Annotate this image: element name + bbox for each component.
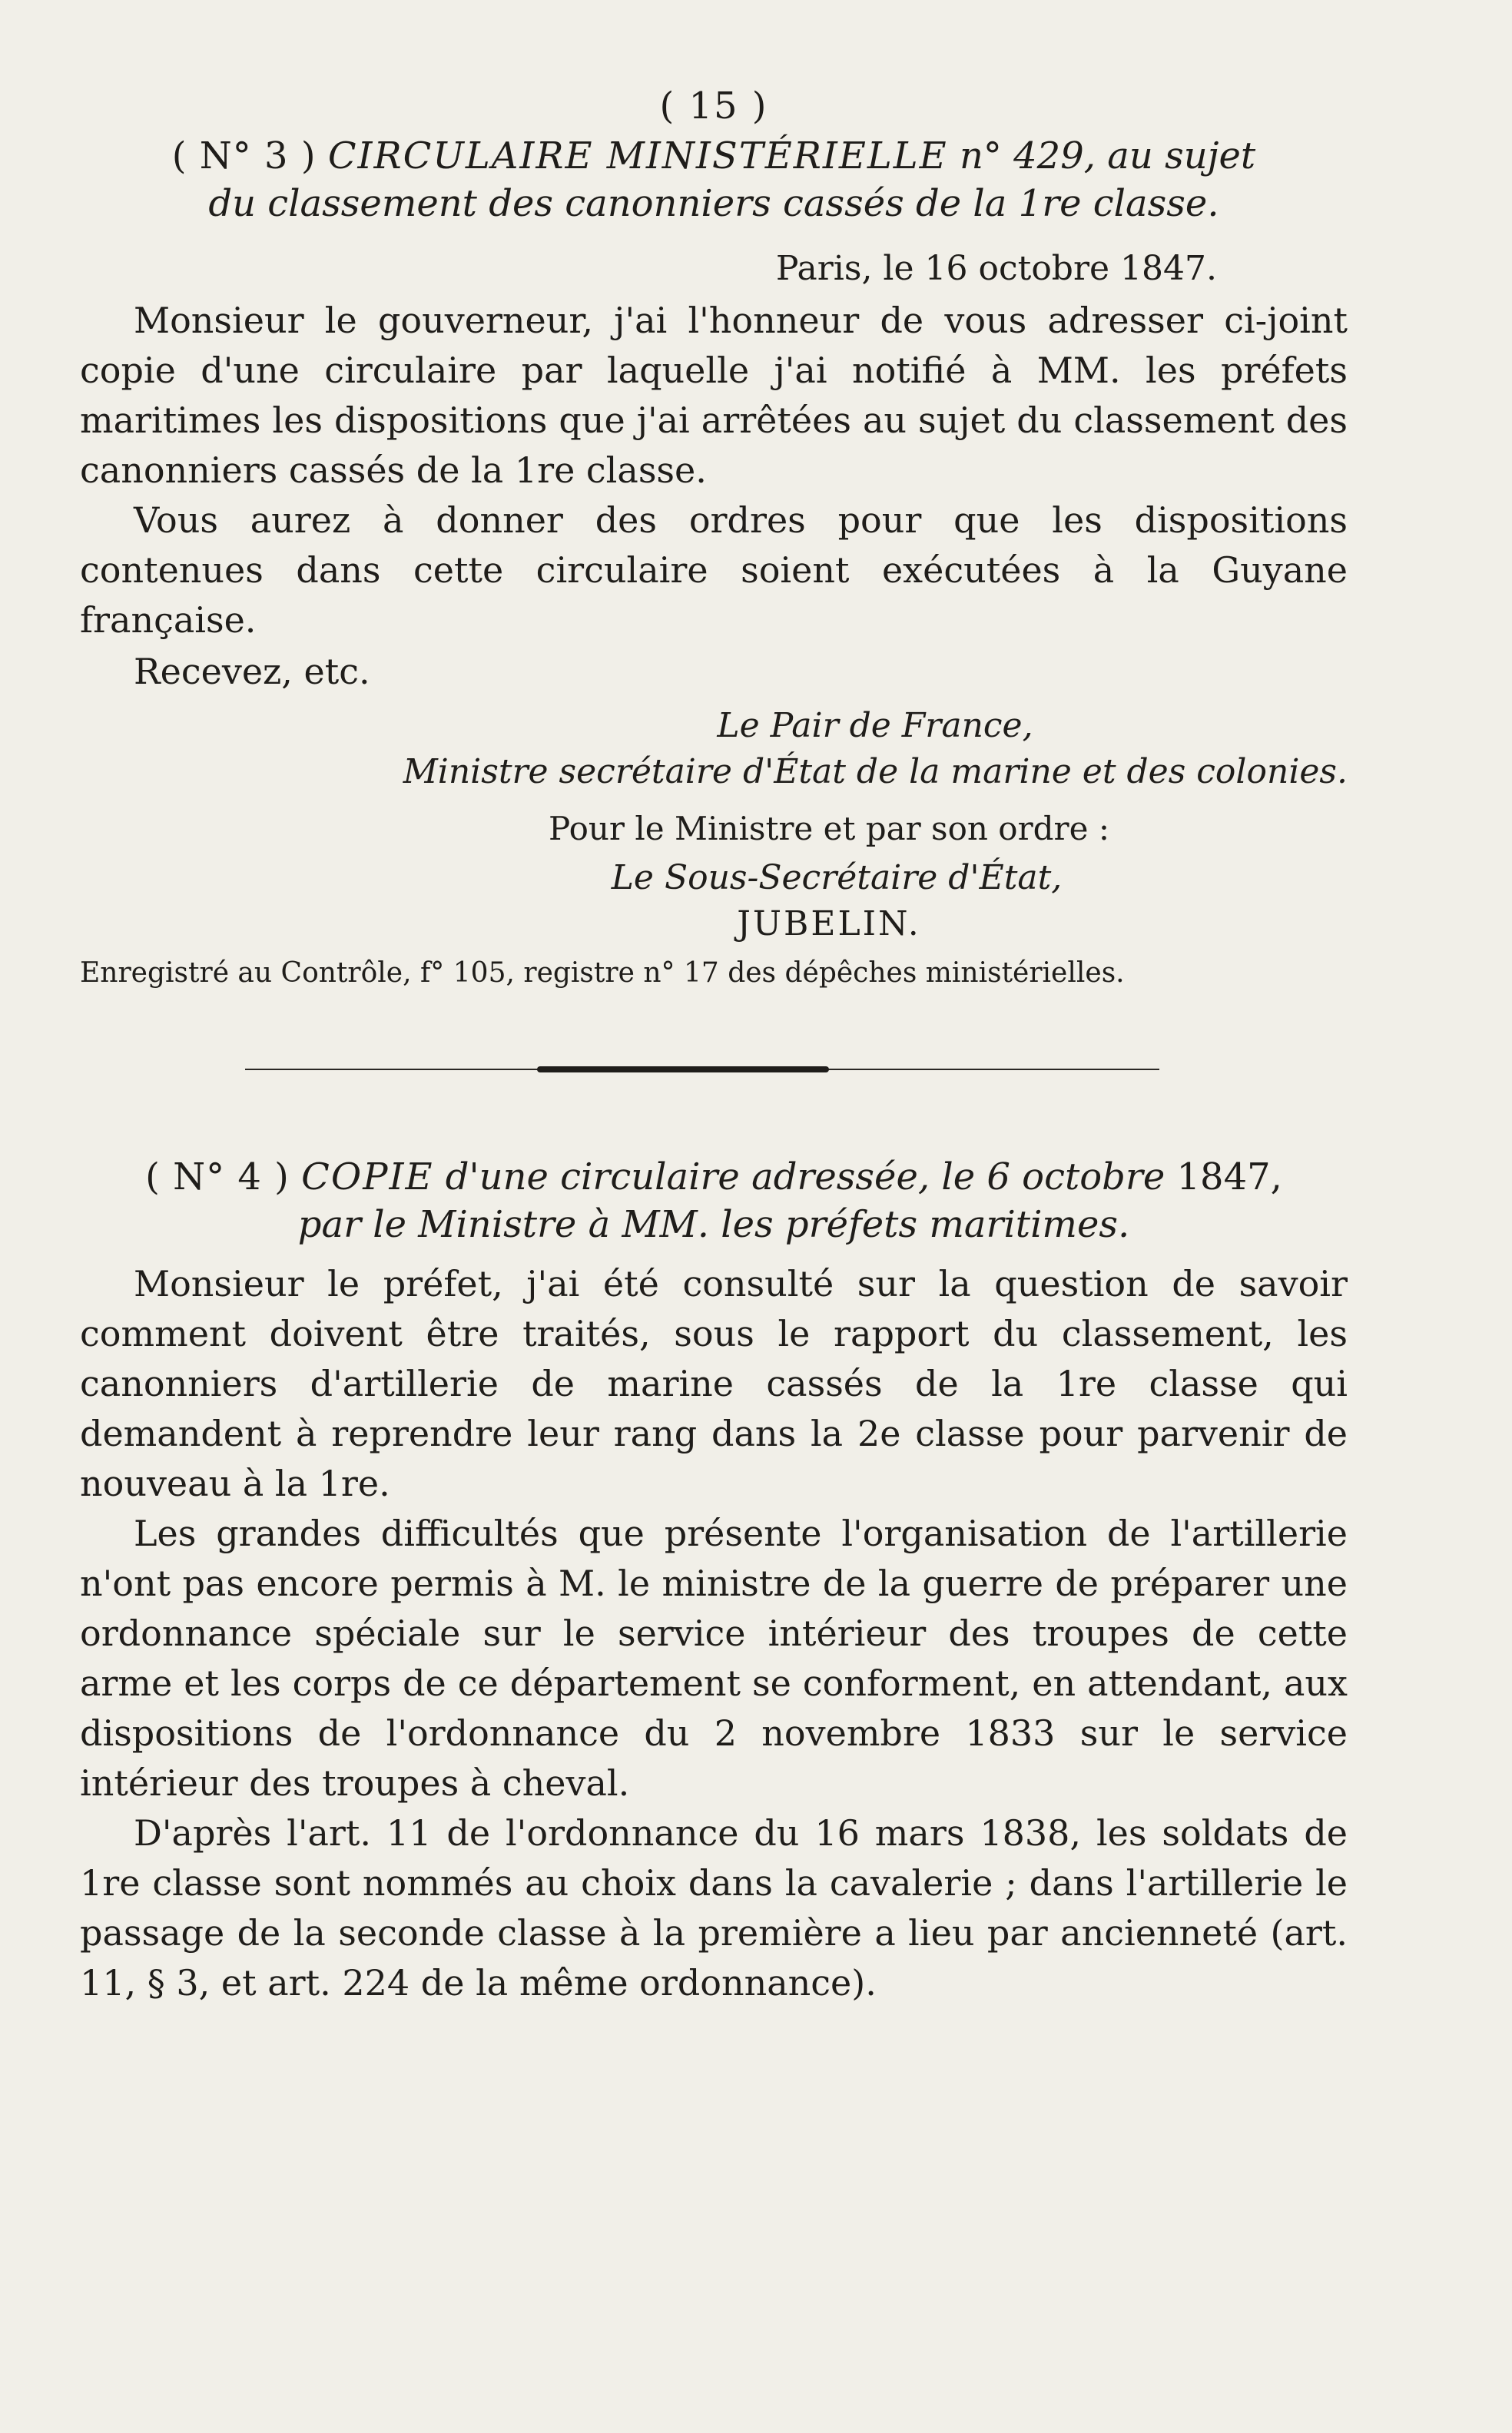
section-1-title-line2: du classement des canonniers cassés de la 1re classe.	[208, 182, 1219, 225]
divider-ornament	[537, 1066, 829, 1072]
section-2-title-rest: d'une circulaire adressée, le 6 octobre	[445, 1155, 1166, 1198]
section-1-paragraph: Monsieur le gouverneur, j'ai l'honneur de vous adresser ci-joint copie d'une circulaire par laquelle j'ai notifié à MM. les préfets maritimes les dispositions que j'ai arrêtées au sujet du classement des canonniers cassés de la 1re classe.	[80, 300, 1348, 491]
section-2-title-year: 1847,	[1176, 1155, 1282, 1198]
section-1-title-rest: au sujet	[1107, 134, 1256, 177]
section-1-paragraph: Vous aurez à donner des ordres pour que les dispositions contenues dans cette circulaire soient exécutées à la Guyane française.	[80, 499, 1348, 641]
section-2-paragraph: Les grandes difficultés que présente l'organisation de l'artillerie n'ont pas encore permis à M. le ministre de la guerre de préparer une ordonnance spéciale sur le service intérieur des troupes de cette arme et les corps de ce département se conforment, en attendant, aux dispositions de l'ordonnance du 2 novembre 1833 sur le service intérieur des troupes à cheval.	[80, 1513, 1348, 1804]
section-2-heading	[80, 1153, 1348, 1201]
section-2-paragraph: D'après l'art. 11 de l'ordonnance du 16 mars 1838, les soldats de 1re classe sont nommés au choix dans la cavalerie ; dans l'artillerie le passage de la seconde classe à la première a lieu par ancienneté (art. 11, § 3, et art. 224 de la même ordonnance).	[80, 1812, 1348, 2004]
page-number: ( 15 )	[659, 85, 768, 128]
section-1-heading	[80, 132, 1348, 180]
section-2-number: ( N° 4 )	[145, 1155, 290, 1198]
dateline: Paris, le 16 octobre 1847.	[775, 249, 1217, 288]
signature-subsecretary: Le Sous-Secrétaire d'État,	[611, 858, 1063, 897]
section-1-title-number: n° 429,	[959, 134, 1096, 177]
closing-formula: Recevez, etc.	[134, 651, 370, 692]
signature-title-2: Ministre secrétaire d'État de la marine et des colonies.	[403, 752, 1348, 791]
signature-name: JUBELIN.	[737, 904, 921, 943]
document-page	[80, 85, 1348, 2008]
section-2-title-line2: par le Ministre à MM. les préfets maritimes.	[297, 1203, 1130, 1246]
section-2-title-caps: COPIE	[301, 1155, 434, 1198]
signature-title-1: Le Pair de France,	[717, 706, 1033, 745]
signature-order: Pour le Ministre et par son ordre :	[549, 810, 1109, 847]
section-1-number: ( N° 3 )	[171, 134, 317, 177]
registry-note: Enregistré au Contrôle, f° 105, registre n° 17 des dépêches ministérielles.	[80, 957, 1125, 989]
section-1-title-caps: CIRCULAIRE MINISTÉRIELLE	[327, 134, 948, 177]
section-2-paragraph: Monsieur le préfet, j'ai été consulté sur la question de savoir comment doivent être traités, sous le rapport du classement, les canonniers d'artillerie de marine cassés de la 1re classe qui demandent à reprendre leur rang dans la 2e classe pour parvenir de nouveau à la 1re.	[80, 1263, 1348, 1504]
section-divider	[245, 1066, 1159, 1072]
